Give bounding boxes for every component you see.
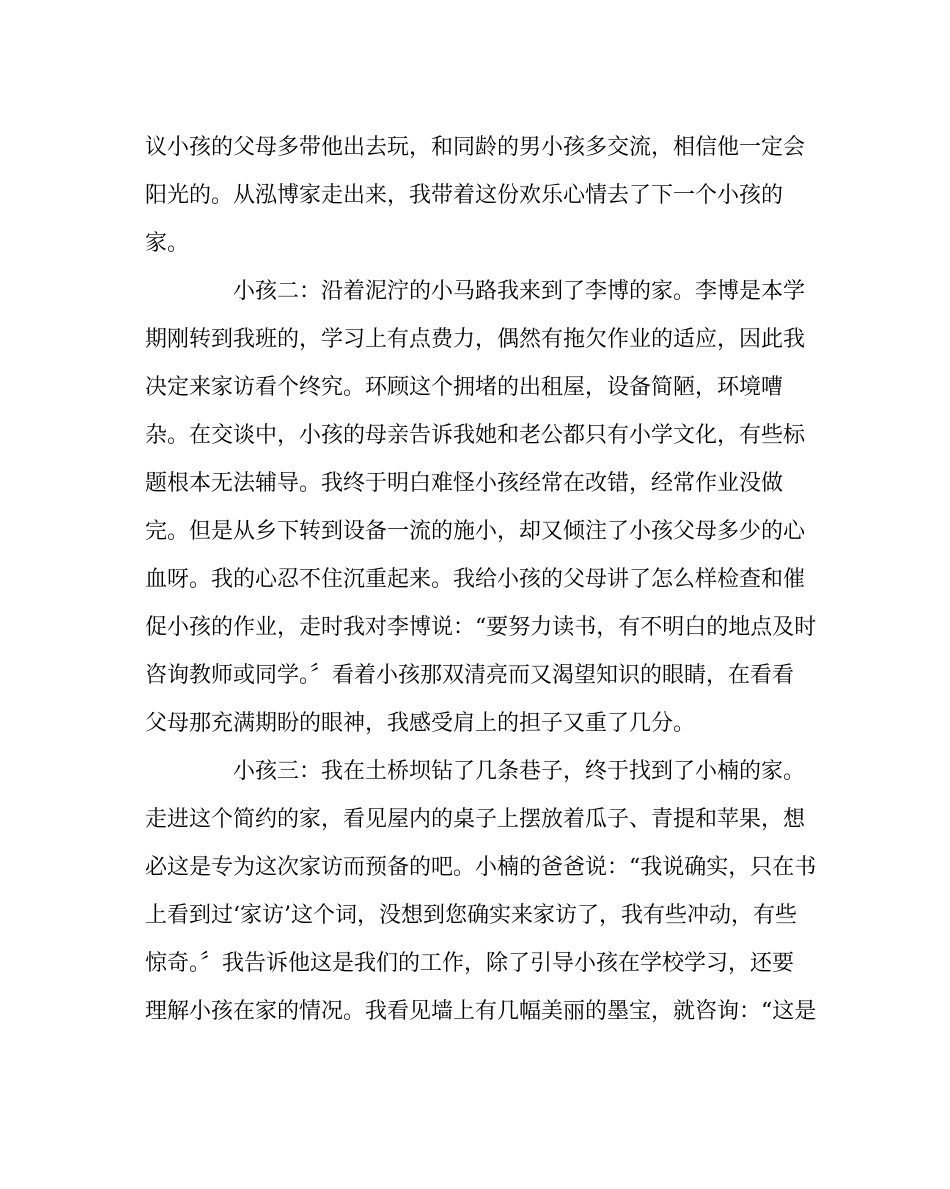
text-line: 理解小孩在家的情况。我看见墙上有几幅美丽的墨宝，就咨询：“这是 (145, 999, 817, 1024)
text-line: 阳光的。从泓博家走出来，我带着这份欢乐心情去了下一个小孩的 (145, 183, 784, 208)
document-body (145, 124, 825, 1036)
text-line: 走进这个简约的家，看见屋内的桌子上摆放着瓜子、青提和苹果，想 (145, 807, 806, 832)
text-line: 小孩二：沿着泥泞的小马路我来到了李博的家。李博是本学 (233, 279, 806, 304)
text-line: 促小孩的作业，走时我对李博说：“要努力读书，有不明白的地点及时 (145, 615, 817, 640)
text-line: 惊奇。〞我告诉他这是我们的工作，除了引导小孩在学校学习，还要 (145, 951, 795, 976)
text-line: 血呀。我的心忍不住沉重起来。我给小孩的父母讲了怎么样检查和催 (145, 567, 806, 592)
text-line: 决定来家访看个终究。环顾这个拥堵的出租屋，设备简陋，环境嘈 (145, 375, 784, 400)
text-line: 咨询教师或同学。〞看着小孩那双清亮而又渴望知识的眼睛，在看看 (145, 663, 795, 688)
text-line: 必这是专为这次家访而预备的吧。小楠的爸爸说：“我说确实，只在书 (145, 855, 817, 880)
text-line: 完。但是从乡下转到设备一流的施小，却又倾注了小孩父母多少的心 (145, 519, 806, 544)
text-line: 期刚转到我班的，学习上有点费力，偶然有拖欠作业的适应，因此我 (145, 327, 806, 352)
text-line: 上看到过‘家访’这个词，没想到您确实来家访了，我有些冲动，有些 (145, 903, 797, 928)
text-line: 小孩三：我在土桥坝钻了几条巷子，终于找到了小楠的家。 (233, 759, 806, 784)
text-line: 议小孩的父母多带他出去玩，和同龄的男小孩多交流，相信他一定会 (145, 135, 806, 160)
text-line: 杂。在交谈中，小孩的母亲告诉我她和老公都只有小学文化，有些标 (145, 423, 806, 448)
text-line: 父母那充满期盼的眼神，我感受肩上的担子又重了几分。 (145, 711, 696, 736)
text-line: 题根本无法辅导。我终于明白难怪小孩经常在改错，经常作业没做 (145, 471, 784, 496)
text-line: 家。 (145, 231, 190, 256)
